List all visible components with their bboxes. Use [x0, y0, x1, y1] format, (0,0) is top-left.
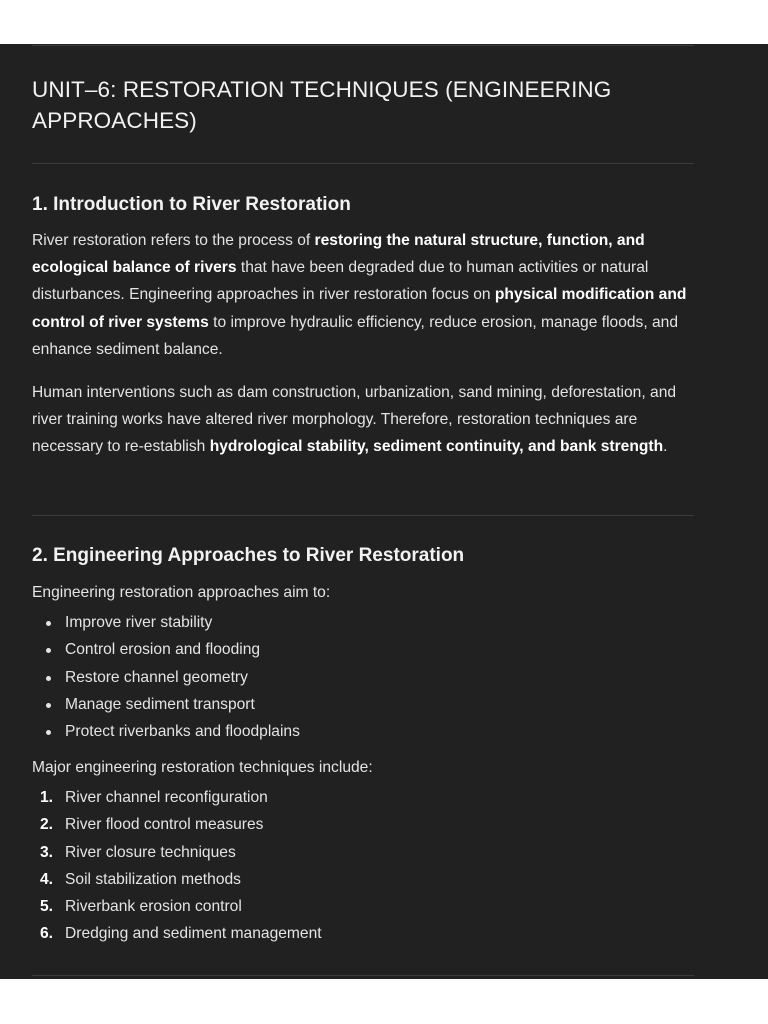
technique-label: River closure techniques: [65, 843, 236, 861]
list-number: 4.: [40, 870, 54, 888]
aim-list-item: Manage sediment transport: [32, 691, 692, 718]
aim-list-item: Restore channel geometry: [32, 664, 692, 691]
divider: [32, 975, 694, 976]
technique-label: River flood control measures: [65, 816, 264, 834]
section-1-heading: 1. Introduction to River Restoration: [32, 194, 351, 215]
document-page: [0, 44, 768, 979]
list-number: 3.: [40, 843, 54, 861]
text-run: that have been degraded due to human activities or natural disturbances. Engineering approaches in river restoration focus on: [32, 259, 649, 304]
techniques-list: [32, 784, 692, 948]
technique-list-item: [32, 839, 692, 866]
technique-label: River channel reconfiguration: [65, 789, 268, 806]
aim-list-item: Protect riverbanks and floodplains: [32, 718, 692, 745]
text-run: River restoration refers to the process of: [32, 232, 315, 249]
section-2-heading: 2. Engineering Approaches to River Restoration: [32, 545, 465, 566]
aim-list-item: Improve river stability: [32, 609, 692, 636]
aim-list-item: Control erosion and flooding: [32, 636, 692, 663]
text-run: to improve hydraulic efficiency, reduce erosion, manage floods, and enhance sediment balance.: [32, 313, 679, 358]
techniques-intro: Major engineering restoration techniques include:: [32, 759, 373, 776]
technique-list-item: [32, 866, 692, 893]
aims-list: [32, 609, 692, 745]
section-2-intro: Engineering restoration approaches aim to:: [32, 584, 331, 601]
list-number: 5.: [40, 898, 54, 916]
list-number: 2.: [40, 816, 54, 834]
section-1-paragraph-2: [32, 379, 697, 461]
bold-text: hydrological stability, sediment continuity, and bank strength: [209, 438, 664, 456]
technique-label: Riverbank erosion control: [65, 898, 242, 916]
technique-label: Dredging and sediment management: [65, 925, 322, 943]
bold-text: physical modification and control of river systems: [32, 286, 687, 331]
list-number: 1.: [40, 789, 54, 806]
bold-text: restoring the natural structure, function, and ecological balance of rivers: [32, 232, 645, 277]
divider: [32, 515, 694, 516]
top-margin: [0, 0, 768, 44]
technique-label: Soil stabilization methods: [65, 870, 241, 888]
list-number: 6.: [40, 925, 54, 943]
section-1-paragraph-1: [32, 227, 697, 363]
technique-list-item: [32, 784, 692, 811]
divider: [32, 45, 694, 46]
technique-list-item: [32, 920, 692, 947]
divider: [32, 163, 694, 164]
technique-list-item: [32, 811, 692, 838]
page-title: UNIT–6: RESTORATION TECHNIQUES (ENGINEERING APPROACHES): [32, 77, 612, 133]
technique-list-item: [32, 893, 692, 920]
bottom-margin: [0, 979, 768, 1024]
text-run: Human interventions such as dam construction, urbanization, sand mining, deforestation, and river training works have altered river morphology. Therefore, restoration techniques are necessary to re-establish: [32, 384, 677, 456]
text-run: .: [663, 438, 668, 456]
